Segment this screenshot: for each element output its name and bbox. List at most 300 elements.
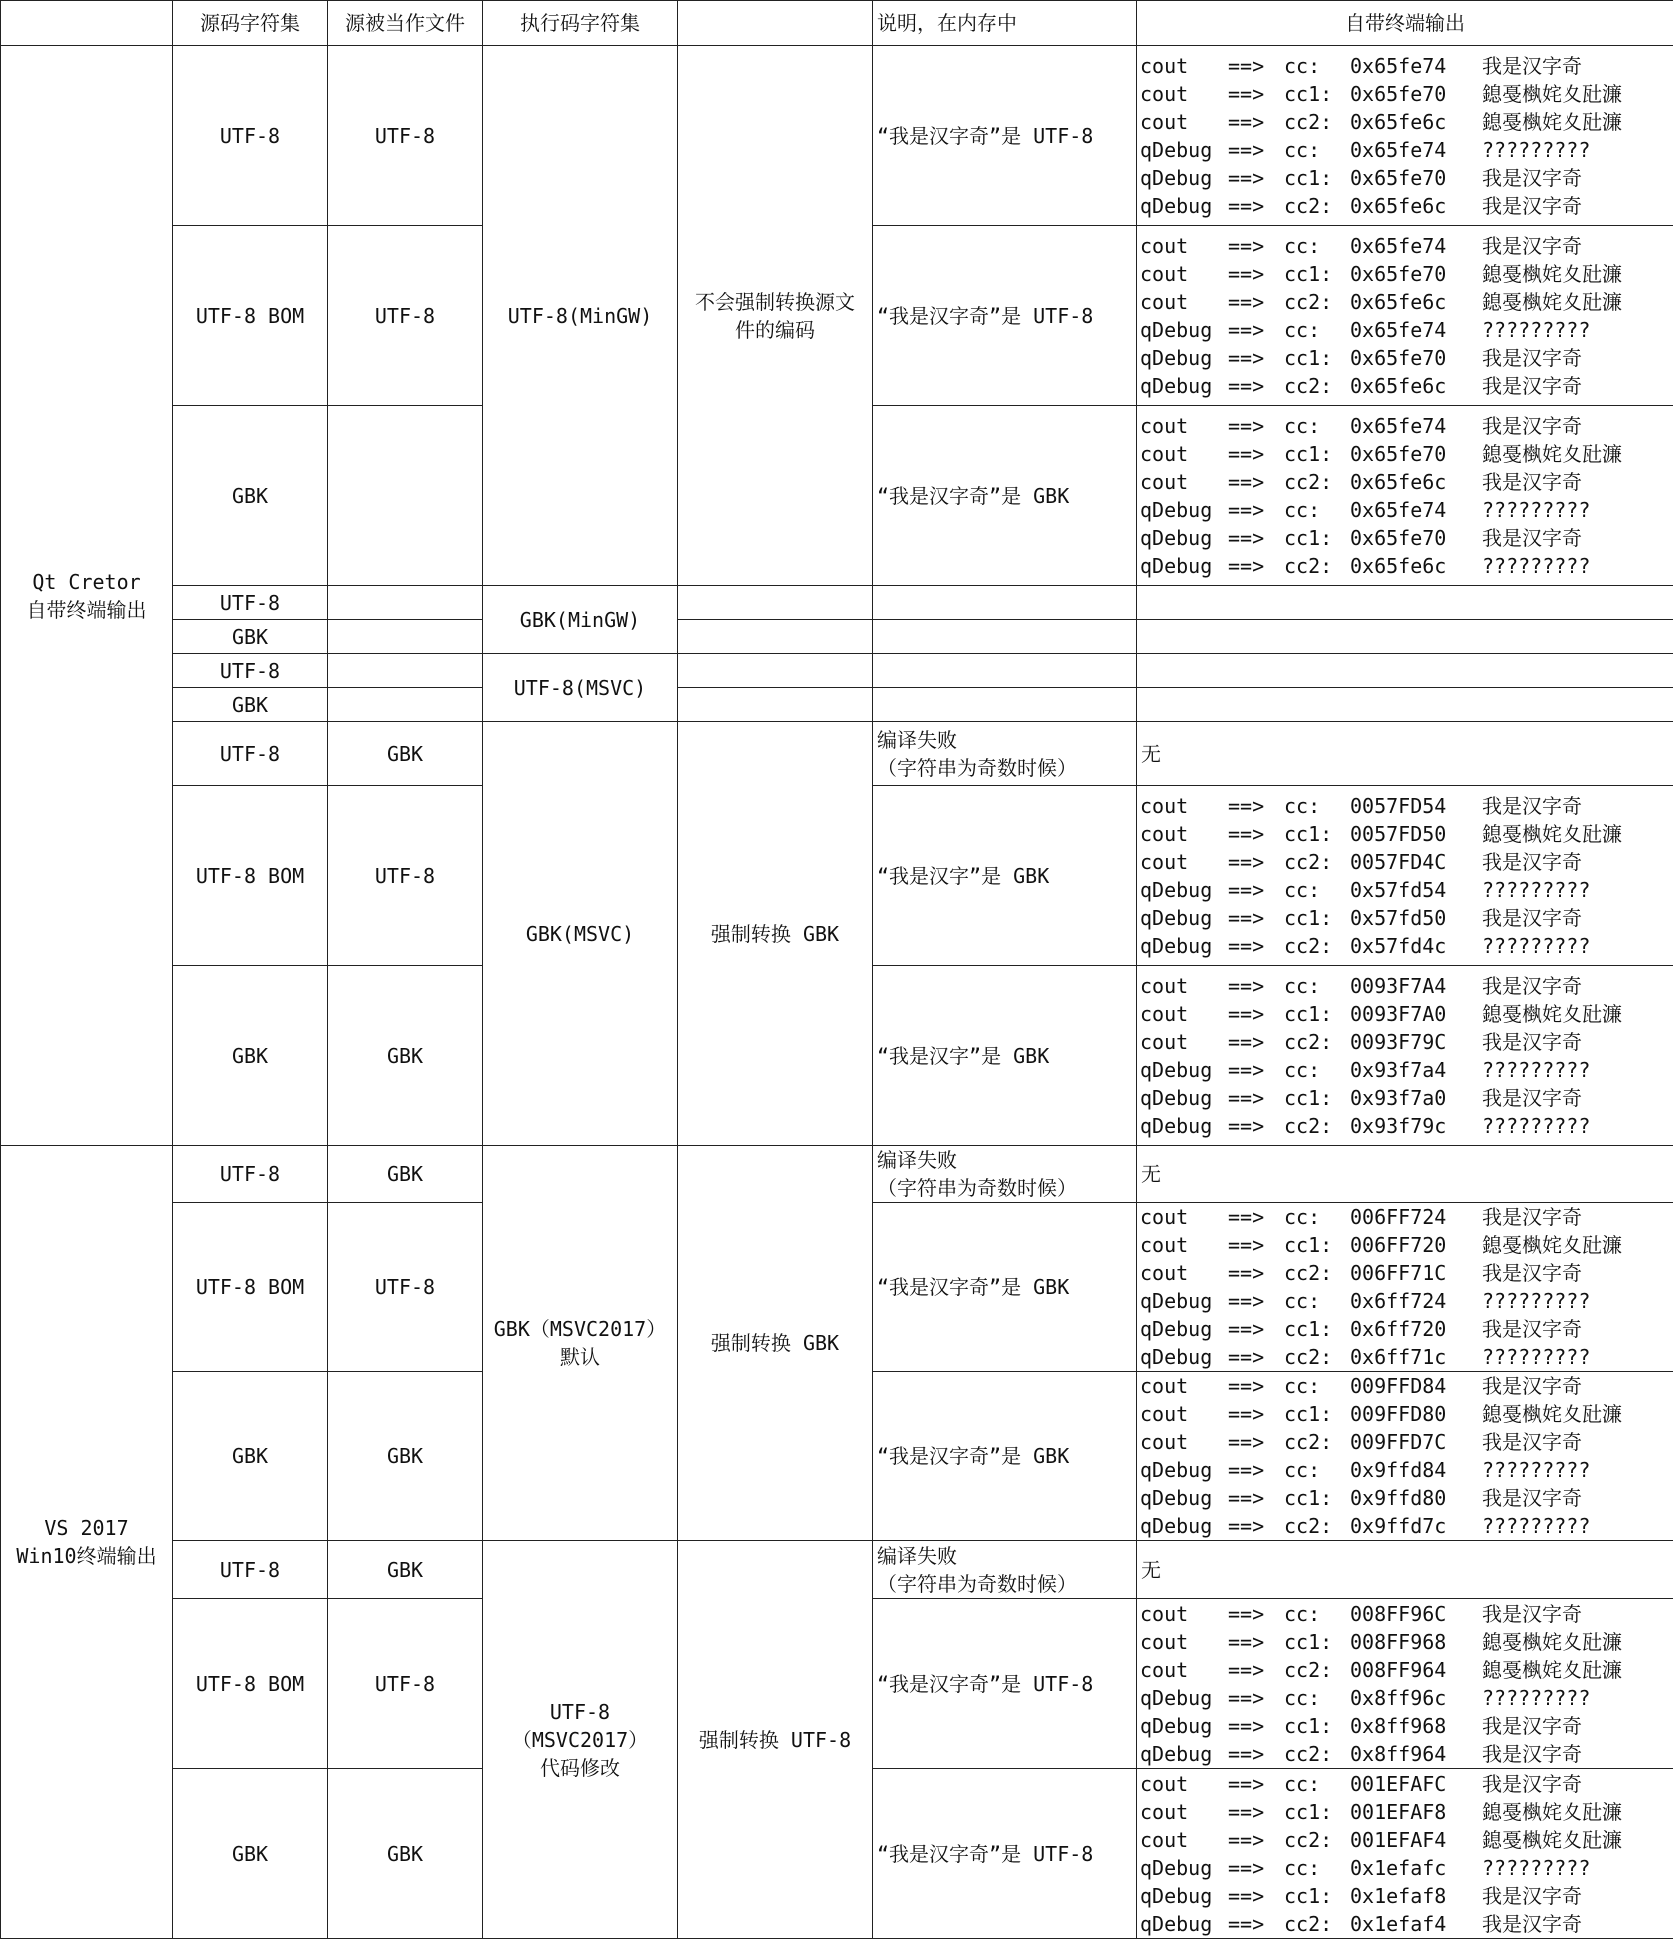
output-arrow: ==>	[1228, 1628, 1284, 1656]
table-row	[1, 654, 1673, 688]
terminal-output	[1137, 654, 1673, 688]
output-text: 我是汉字奇	[1482, 192, 1673, 220]
output-arrow: ==>	[1228, 1512, 1284, 1540]
output-address: 0x8ff968	[1350, 1712, 1482, 1740]
output-stream: cout	[1137, 1600, 1228, 1628]
output-arrow: ==>	[1228, 1770, 1284, 1798]
output-arrow: ==>	[1228, 1315, 1284, 1343]
output-text: 我是汉字奇	[1482, 1203, 1673, 1231]
output-line	[1137, 1798, 1673, 1826]
output-stream: qDebug	[1137, 372, 1228, 400]
output-line	[1137, 792, 1673, 820]
output-variable: cc2:	[1284, 108, 1350, 136]
group-label-qt: Qt Cretor 自带终端输出	[1, 46, 173, 1146]
output-variable: cc:	[1284, 1287, 1350, 1315]
output-arrow: ==>	[1228, 1600, 1284, 1628]
terminal-output	[1137, 226, 1673, 406]
output-arrow: ==>	[1228, 440, 1284, 468]
terminal-output	[1137, 1599, 1673, 1769]
output-arrow: ==>	[1228, 552, 1284, 580]
output-address: 006FF724	[1350, 1203, 1482, 1231]
output-variable: cc:	[1284, 876, 1350, 904]
output-text: ?????????	[1482, 1343, 1673, 1371]
output-arrow: ==>	[1228, 1854, 1284, 1882]
output-arrow: ==>	[1228, 1056, 1284, 1084]
output-address: 0x8ff964	[1350, 1740, 1482, 1768]
output-arrow: ==>	[1228, 344, 1284, 372]
output-address: 0x1efaf4	[1350, 1910, 1482, 1938]
output-text: 鎴戞槸姹夊瓧濂	[1482, 288, 1673, 316]
output-stream: qDebug	[1137, 316, 1228, 344]
output-arrow: ==>	[1228, 1112, 1284, 1140]
output-address: 0x65fe6c	[1350, 552, 1482, 580]
output-text: ?????????	[1482, 1112, 1673, 1140]
header-cell	[678, 1, 873, 46]
output-text: 鎴戞槸姹夊瓧濂	[1482, 1400, 1673, 1428]
output-line	[1137, 468, 1673, 496]
terminal-output	[1137, 688, 1673, 722]
terminal-output	[1137, 966, 1673, 1146]
output-line	[1137, 412, 1673, 440]
output-line	[1137, 1484, 1673, 1512]
output-text: ?????????	[1482, 136, 1673, 164]
output-arrow: ==>	[1228, 1428, 1284, 1456]
output-arrow: ==>	[1228, 232, 1284, 260]
output-address: 0093F7A4	[1350, 972, 1482, 1000]
output-text: ?????????	[1482, 1854, 1673, 1882]
output-variable: cc2:	[1284, 1910, 1350, 1938]
output-address: 0x93f7a4	[1350, 1056, 1482, 1084]
output-variable: cc:	[1284, 496, 1350, 524]
output-variable: cc:	[1284, 792, 1350, 820]
header-row	[1, 1, 1673, 46]
output-address: 008FF968	[1350, 1628, 1482, 1656]
source-charset: GBK	[173, 406, 328, 586]
output-arrow: ==>	[1228, 848, 1284, 876]
source-charset: GBK	[173, 1372, 328, 1541]
header-cell: 执行码字符集	[483, 1, 678, 46]
output-stream: cout	[1137, 1826, 1228, 1854]
memory-desc: “我是汉字奇”是 GBK	[873, 406, 1137, 586]
output-variable: cc1:	[1284, 1231, 1350, 1259]
output-address: 0x93f79c	[1350, 1112, 1482, 1140]
output-arrow: ==>	[1228, 1287, 1284, 1315]
output-variable: cc2:	[1284, 192, 1350, 220]
output-text: 鎴戞槸姹夊瓧濂	[1482, 1628, 1673, 1656]
conversion-note: 强制转换 UTF-8	[678, 1541, 873, 1939]
output-arrow: ==>	[1228, 932, 1284, 960]
output-address: 006FF71C	[1350, 1259, 1482, 1287]
output-address: 0057FD50	[1350, 820, 1482, 848]
source-charset: UTF-8	[173, 46, 328, 226]
output-variable: cc2:	[1284, 1028, 1350, 1056]
terminal-output	[1137, 406, 1673, 586]
output-stream: qDebug	[1137, 1684, 1228, 1712]
output-address: 0x57fd50	[1350, 904, 1482, 932]
source-charset: UTF-8	[173, 722, 328, 786]
treated-as: UTF-8	[328, 226, 483, 406]
output-address: 009FFD7C	[1350, 1428, 1482, 1456]
source-charset: UTF-8	[173, 1146, 328, 1203]
output-text: ?????????	[1482, 552, 1673, 580]
output-address: 0x65fe74	[1350, 232, 1482, 260]
output-variable: cc1:	[1284, 1084, 1350, 1112]
output-address: 0x65fe74	[1350, 136, 1482, 164]
output-line	[1137, 932, 1673, 960]
output-text: 鎴戞槸姹夊瓧濂	[1482, 440, 1673, 468]
output-address: 0x1efafc	[1350, 1854, 1482, 1882]
output-line	[1137, 1628, 1673, 1656]
output-stream: cout	[1137, 1372, 1228, 1400]
output-text: ?????????	[1482, 1684, 1673, 1712]
output-arrow: ==>	[1228, 164, 1284, 192]
output-text: 我是汉字奇	[1482, 1084, 1673, 1112]
output-line	[1137, 1740, 1673, 1768]
output-line	[1137, 52, 1673, 80]
output-line	[1137, 1315, 1673, 1343]
output-stream: cout	[1137, 440, 1228, 468]
output-variable: cc2:	[1284, 848, 1350, 876]
output-address: 0x65fe6c	[1350, 468, 1482, 496]
output-line	[1137, 372, 1673, 400]
output-arrow: ==>	[1228, 1740, 1284, 1768]
output-arrow: ==>	[1228, 468, 1284, 496]
output-stream: qDebug	[1137, 496, 1228, 524]
output-text: 鎴戞槸姹夊瓧濂	[1482, 260, 1673, 288]
output-address: 0x6ff71c	[1350, 1343, 1482, 1371]
output-variable: cc:	[1284, 1456, 1350, 1484]
output-stream: cout	[1137, 468, 1228, 496]
output-text: 我是汉字奇	[1482, 1770, 1673, 1798]
output-address: 0x65fe70	[1350, 440, 1482, 468]
output-text: 我是汉字奇	[1482, 1910, 1673, 1938]
output-text: 我是汉字奇	[1482, 1028, 1673, 1056]
treated-as: UTF-8	[328, 786, 483, 966]
header-cell: 自带终端输出	[1137, 1, 1673, 46]
output-variable: cc:	[1284, 1854, 1350, 1882]
treated-as: GBK	[328, 1146, 483, 1203]
treated-as: UTF-8	[328, 1203, 483, 1372]
output-variable: cc1:	[1284, 1798, 1350, 1826]
output-text: 我是汉字奇	[1482, 344, 1673, 372]
treated-as	[328, 406, 483, 586]
conversion-note: 强制转换 GBK	[678, 1146, 873, 1541]
output-stream: qDebug	[1137, 904, 1228, 932]
output-address: 0x65fe6c	[1350, 288, 1482, 316]
output-line	[1137, 1343, 1673, 1371]
output-variable: cc1:	[1284, 440, 1350, 468]
output-text: 我是汉字奇	[1482, 524, 1673, 552]
output-stream: cout	[1137, 1231, 1228, 1259]
output-text: 我是汉字奇	[1482, 52, 1673, 80]
output-stream: qDebug	[1137, 1740, 1228, 1768]
output-variable: cc1:	[1284, 1400, 1350, 1428]
output-variable: cc1:	[1284, 1000, 1350, 1028]
output-arrow: ==>	[1228, 1910, 1284, 1938]
output-stream: qDebug	[1137, 1512, 1228, 1540]
output-variable: cc1:	[1284, 820, 1350, 848]
output-line	[1137, 1112, 1673, 1140]
output-stream: qDebug	[1137, 1854, 1228, 1882]
output-address: 001EFAFC	[1350, 1770, 1482, 1798]
output-stream: cout	[1137, 52, 1228, 80]
output-stream: cout	[1137, 1428, 1228, 1456]
output-address: 0x65fe74	[1350, 316, 1482, 344]
output-line	[1137, 1910, 1673, 1938]
output-text: 我是汉字奇	[1482, 1428, 1673, 1456]
output-text: ?????????	[1482, 1512, 1673, 1540]
output-arrow: ==>	[1228, 1882, 1284, 1910]
output-variable: cc1:	[1284, 524, 1350, 552]
output-line	[1137, 972, 1673, 1000]
output-arrow: ==>	[1228, 412, 1284, 440]
output-line	[1137, 136, 1673, 164]
group-label-vs: VS 2017 Win10终端输出	[1, 1146, 173, 1939]
output-line	[1137, 1056, 1673, 1084]
treated-as: UTF-8	[328, 1599, 483, 1769]
output-line	[1137, 1028, 1673, 1056]
output-line	[1137, 288, 1673, 316]
output-stream: cout	[1137, 108, 1228, 136]
memory-desc: “我是汉字”是 GBK	[873, 786, 1137, 966]
output-line	[1137, 260, 1673, 288]
output-line	[1137, 848, 1673, 876]
source-charset: UTF-8 BOM	[173, 1599, 328, 1769]
treated-as: UTF-8	[328, 46, 483, 226]
output-arrow: ==>	[1228, 820, 1284, 848]
terminal-output	[1137, 46, 1673, 226]
output-address: 001EFAF8	[1350, 1798, 1482, 1826]
output-variable: cc2:	[1284, 1512, 1350, 1540]
output-line	[1137, 344, 1673, 372]
output-line	[1137, 1428, 1673, 1456]
treated-as: GBK	[328, 1541, 483, 1599]
output-text: 我是汉字奇	[1482, 1315, 1673, 1343]
output-line	[1137, 108, 1673, 136]
header-cell	[1, 1, 173, 46]
treated-as	[328, 586, 483, 620]
output-variable: cc1:	[1284, 164, 1350, 192]
source-charset: UTF-8 BOM	[173, 1203, 328, 1372]
header-cell: 源被当作文件	[328, 1, 483, 46]
output-text: 我是汉字奇	[1482, 792, 1673, 820]
memory-desc: “我是汉字奇”是 GBK	[873, 1372, 1137, 1541]
source-charset: UTF-8 BOM	[173, 786, 328, 966]
output-variable: cc2:	[1284, 552, 1350, 580]
output-line	[1137, 820, 1673, 848]
output-address: 0093F7A0	[1350, 1000, 1482, 1028]
output-line	[1137, 1826, 1673, 1854]
output-text: 鎴戞槸姹夊瓧濂	[1482, 80, 1673, 108]
output-text: 鎴戞槸姹夊瓧濂	[1482, 1798, 1673, 1826]
output-arrow: ==>	[1228, 792, 1284, 820]
output-address: 0x65fe70	[1350, 260, 1482, 288]
output-line	[1137, 876, 1673, 904]
output-stream: qDebug	[1137, 1910, 1228, 1938]
output-variable: cc1:	[1284, 344, 1350, 372]
terminal-output	[1137, 1372, 1673, 1541]
header-cell: 源码字符集	[173, 1, 328, 46]
output-text: 我是汉字奇	[1482, 412, 1673, 440]
memory-desc	[873, 654, 1137, 688]
output-variable: cc:	[1284, 412, 1350, 440]
output-variable: cc:	[1284, 1056, 1350, 1084]
output-line	[1137, 1600, 1673, 1628]
memory-desc: “我是汉字奇”是 UTF-8	[873, 46, 1137, 226]
output-line	[1137, 1084, 1673, 1112]
output-stream: cout	[1137, 260, 1228, 288]
output-address: 0057FD4C	[1350, 848, 1482, 876]
source-charset: GBK	[173, 688, 328, 722]
output-variable: cc2:	[1284, 1343, 1350, 1371]
output-address: 0x6ff724	[1350, 1287, 1482, 1315]
output-stream: qDebug	[1137, 1484, 1228, 1512]
output-line	[1137, 1259, 1673, 1287]
output-address: 0x57fd4c	[1350, 932, 1482, 960]
output-stream: qDebug	[1137, 1315, 1228, 1343]
memory-desc: 编译失败 （字符串为奇数时候）	[873, 722, 1137, 786]
output-variable: cc:	[1284, 1203, 1350, 1231]
output-line	[1137, 496, 1673, 524]
output-address: 0x93f7a0	[1350, 1084, 1482, 1112]
output-variable: cc2:	[1284, 1259, 1350, 1287]
memory-desc: “我是汉字奇”是 UTF-8	[873, 226, 1137, 406]
output-line	[1137, 524, 1673, 552]
output-stream: qDebug	[1137, 552, 1228, 580]
output-address: 001EFAF4	[1350, 1826, 1482, 1854]
output-text: ?????????	[1482, 876, 1673, 904]
output-arrow: ==>	[1228, 136, 1284, 164]
memory-desc: “我是汉字奇”是 UTF-8	[873, 1769, 1137, 1939]
memory-desc: 编译失败 （字符串为奇数时候）	[873, 1541, 1137, 1599]
output-line	[1137, 1456, 1673, 1484]
output-stream: qDebug	[1137, 192, 1228, 220]
output-address: 0x65fe6c	[1350, 108, 1482, 136]
output-stream: cout	[1137, 1000, 1228, 1028]
treated-as	[328, 620, 483, 654]
output-line	[1137, 1287, 1673, 1315]
conversion-note	[678, 654, 873, 688]
output-arrow: ==>	[1228, 80, 1284, 108]
output-arrow: ==>	[1228, 192, 1284, 220]
table-row	[1, 620, 1673, 654]
output-stream: qDebug	[1137, 1882, 1228, 1910]
output-address: 0x65fe6c	[1350, 372, 1482, 400]
output-address: 0x8ff96c	[1350, 1684, 1482, 1712]
output-arrow: ==>	[1228, 1231, 1284, 1259]
output-address: 0x65fe6c	[1350, 192, 1482, 220]
terminal-output	[1137, 586, 1673, 620]
output-arrow: ==>	[1228, 260, 1284, 288]
output-stream: qDebug	[1137, 1056, 1228, 1084]
output-text: 我是汉字奇	[1482, 468, 1673, 496]
output-stream: cout	[1137, 1798, 1228, 1826]
exec-charset: GBK(MSVC)	[483, 722, 678, 1146]
exec-charset: GBK（MSVC2017） 默认	[483, 1146, 678, 1541]
output-text: 我是汉字奇	[1482, 1259, 1673, 1287]
output-arrow: ==>	[1228, 1826, 1284, 1854]
memory-desc	[873, 586, 1137, 620]
output-stream: qDebug	[1137, 1112, 1228, 1140]
table-row	[1, 722, 1673, 786]
treated-as	[328, 688, 483, 722]
output-text: 我是汉字奇	[1482, 164, 1673, 192]
output-arrow: ==>	[1228, 372, 1284, 400]
memory-desc: “我是汉字奇”是 GBK	[873, 1203, 1137, 1372]
output-address: 006FF720	[1350, 1231, 1482, 1259]
output-line	[1137, 1656, 1673, 1684]
output-stream: cout	[1137, 1770, 1228, 1798]
terminal-output	[1137, 1769, 1673, 1939]
output-stream: cout	[1137, 288, 1228, 316]
output-line	[1137, 1400, 1673, 1428]
header-cell: 说明，在内存中	[873, 1, 1137, 46]
output-address: 0x9ffd84	[1350, 1456, 1482, 1484]
output-variable: cc2:	[1284, 468, 1350, 496]
output-address: 0x65fe74	[1350, 412, 1482, 440]
output-text: 我是汉字奇	[1482, 372, 1673, 400]
output-variable: cc1:	[1284, 904, 1350, 932]
output-address: 008FF964	[1350, 1656, 1482, 1684]
output-line	[1137, 1512, 1673, 1540]
output-stream: qDebug	[1137, 1084, 1228, 1112]
treated-as: GBK	[328, 1769, 483, 1939]
output-address: 0x65fe70	[1350, 524, 1482, 552]
output-address: 0x65fe70	[1350, 344, 1482, 372]
memory-desc: “我是汉字”是 GBK	[873, 966, 1137, 1146]
output-text: 我是汉字奇	[1482, 972, 1673, 1000]
output-line	[1137, 80, 1673, 108]
output-text: 我是汉字奇	[1482, 1712, 1673, 1740]
output-line	[1137, 316, 1673, 344]
exec-charset: UTF-8(MinGW)	[483, 46, 678, 586]
output-variable: cc:	[1284, 136, 1350, 164]
output-stream: cout	[1137, 1259, 1228, 1287]
output-stream: cout	[1137, 1400, 1228, 1428]
output-text: 我是汉字奇	[1482, 1740, 1673, 1768]
output-stream: cout	[1137, 232, 1228, 260]
output-stream: cout	[1137, 1203, 1228, 1231]
output-variable: cc1:	[1284, 1628, 1350, 1656]
output-address: 0x9ffd80	[1350, 1484, 1482, 1512]
output-arrow: ==>	[1228, 1000, 1284, 1028]
conversion-note	[678, 688, 873, 722]
output-line	[1137, 1684, 1673, 1712]
memory-desc	[873, 688, 1137, 722]
output-line	[1137, 1000, 1673, 1028]
output-arrow: ==>	[1228, 52, 1284, 80]
output-address: 0x65fe74	[1350, 52, 1482, 80]
output-variable: cc:	[1284, 52, 1350, 80]
output-text: 我是汉字奇	[1482, 1372, 1673, 1400]
output-text: ?????????	[1482, 496, 1673, 524]
output-stream: qDebug	[1137, 932, 1228, 960]
output-variable: cc:	[1284, 232, 1350, 260]
output-variable: cc2:	[1284, 1656, 1350, 1684]
output-address: 0x1efaf8	[1350, 1882, 1482, 1910]
output-variable: cc2:	[1284, 1112, 1350, 1140]
output-arrow: ==>	[1228, 904, 1284, 932]
source-charset: UTF-8 BOM	[173, 226, 328, 406]
output-line	[1137, 904, 1673, 932]
output-line	[1137, 440, 1673, 468]
output-stream: cout	[1137, 820, 1228, 848]
output-text: 我是汉字奇	[1482, 1600, 1673, 1628]
treated-as: GBK	[328, 1372, 483, 1541]
output-address: 008FF96C	[1350, 1600, 1482, 1628]
output-stream: qDebug	[1137, 524, 1228, 552]
terminal-output: 无	[1137, 1541, 1673, 1599]
